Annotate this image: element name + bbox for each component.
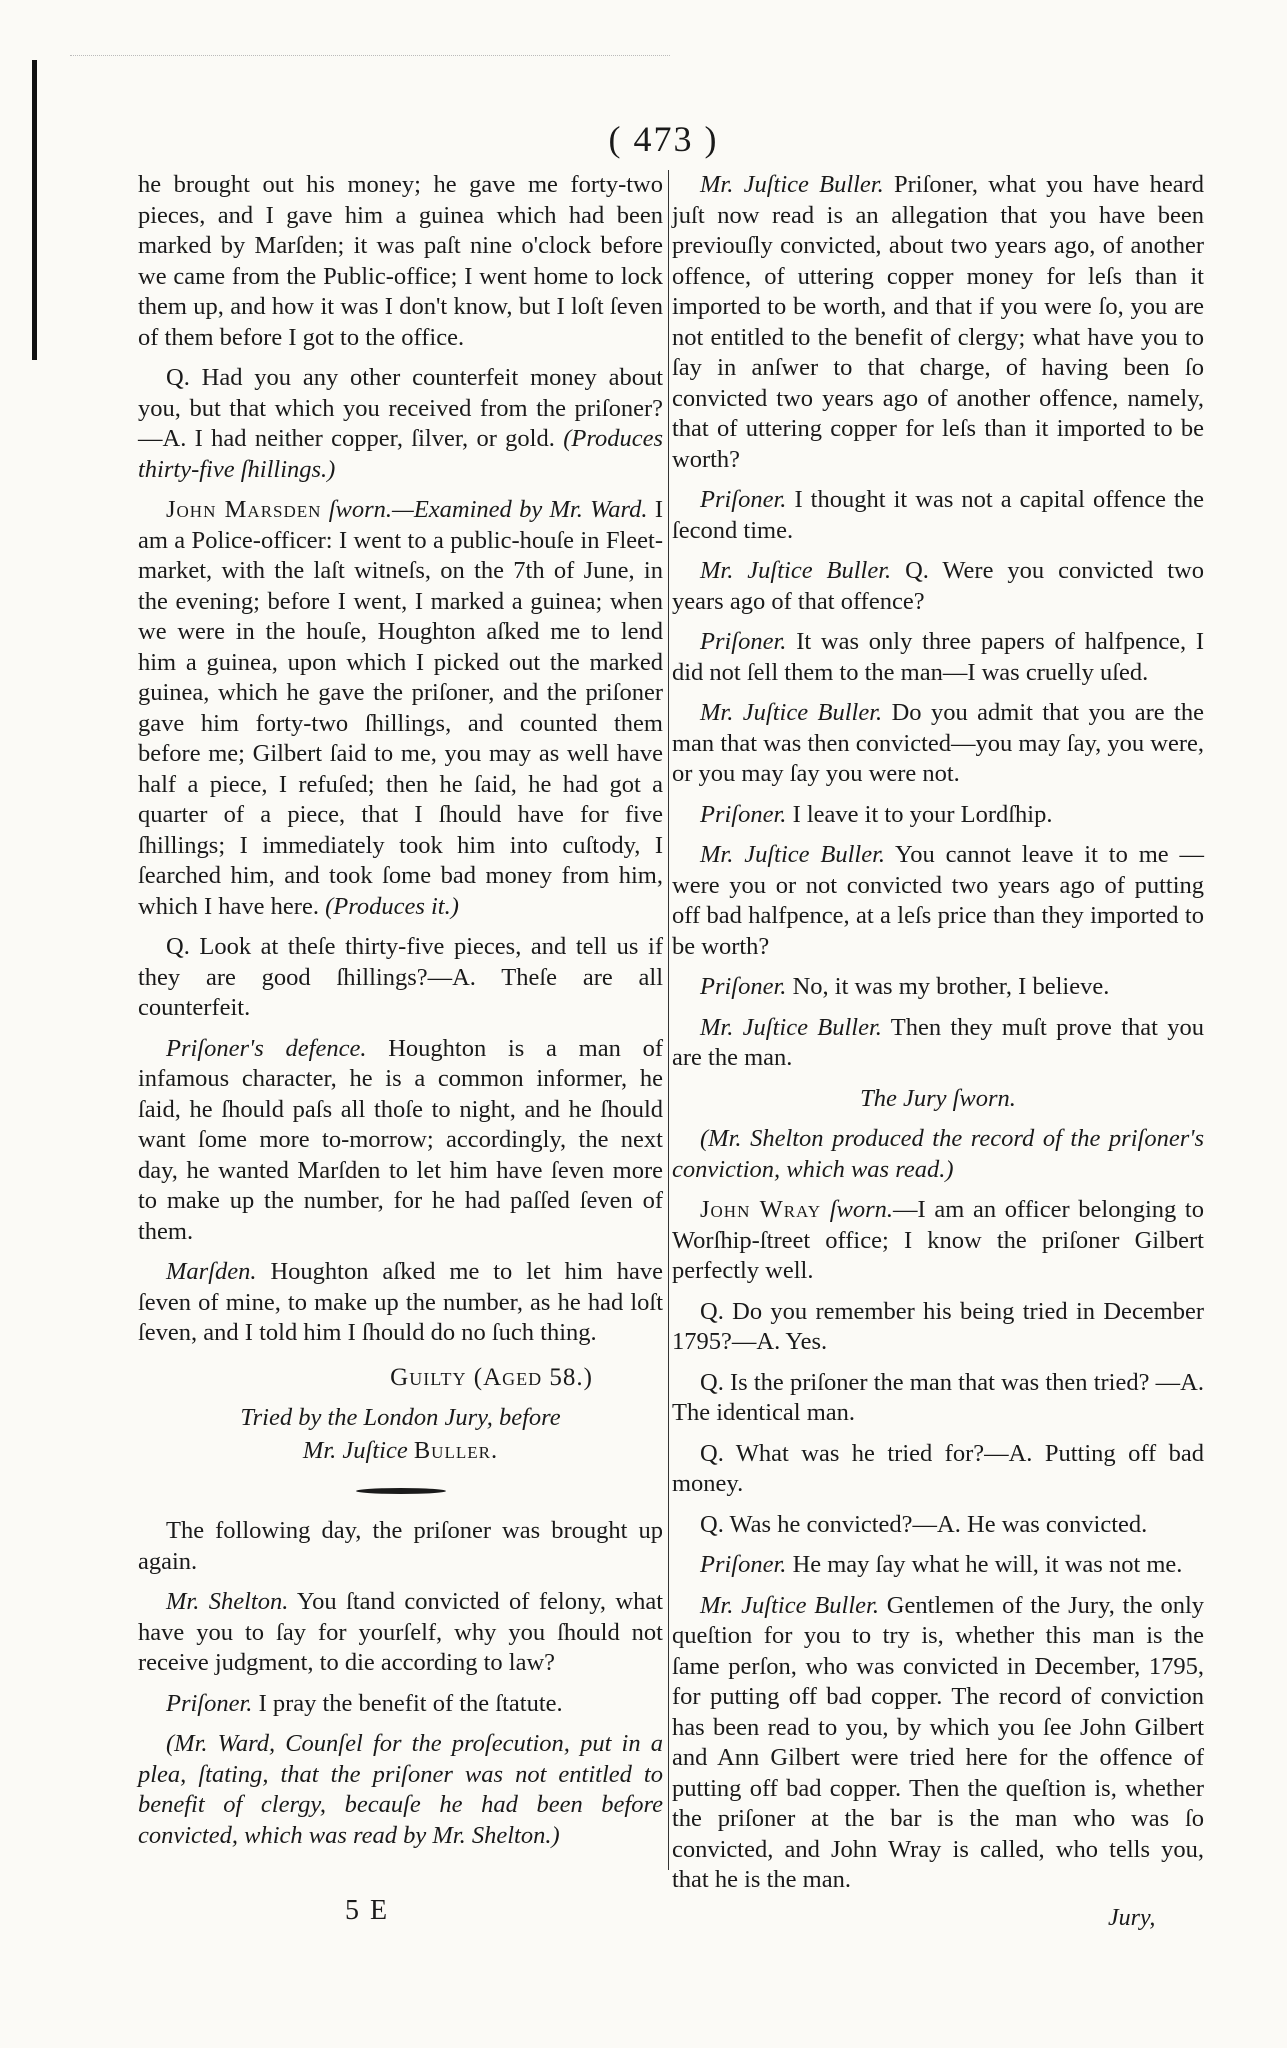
speaker-label: Priſoner. bbox=[700, 628, 787, 655]
catchword: Jury, bbox=[1108, 1905, 1156, 1931]
speech-text: Gentlemen of the Jury, the only queſtion for you to try is, whether this man is the ſame perſon, who was convicted in December, 1795, for putting off bad copper. The record of conviction has been read to you, by which you ſee John Gilbert and Ann Gilbert were tried here for the offence of putting off bad copper. Then the queſtion is, whether the priſoner at the bar is the man who was ſo convicted, and John Wray is called, who tells you, that he is the man. bbox=[672, 1591, 1205, 1893]
judge-line bbox=[138, 1436, 663, 1467]
question-text: Q. Had you any other counterfeit money about you, but that which you received from the priſoner?—A. I had neither copper, ſilver, or gold. bbox=[138, 364, 663, 452]
page-top-edge bbox=[70, 55, 670, 62]
jury-sworn: The Jury ſworn. bbox=[860, 1084, 1016, 1112]
speaker-label: Marſden. bbox=[166, 1258, 257, 1285]
tried-line: Tried by the London Jury, before bbox=[240, 1404, 561, 1431]
paragraph-question: Q. Look at theſe thirty-five pieces, and tell us if they are good ſhillings?—A. Theſe are all counterfeit. bbox=[138, 933, 663, 1021]
speech-text: He may ſay what he will, it was not me. bbox=[786, 1551, 1183, 1578]
speaker-label: Mr. Shelton. bbox=[166, 1588, 289, 1615]
paragraph-question bbox=[138, 363, 663, 485]
paragraph-buller bbox=[672, 698, 1204, 790]
paragraph-buller bbox=[672, 1013, 1204, 1074]
paragraph-following-day: The following day, the priſoner was brought up again. bbox=[138, 1517, 663, 1575]
left-column bbox=[138, 170, 663, 1861]
paragraph-prisoner bbox=[672, 800, 1204, 831]
speaker-label: Priſoner. bbox=[700, 973, 787, 1000]
verdict: Guilty (Aged 58.) bbox=[390, 1363, 593, 1391]
paragraph-prisoner bbox=[672, 627, 1204, 688]
speech-text: No, it was my brother, I believe. bbox=[786, 973, 1110, 1000]
paragraph-buller-charge bbox=[672, 1591, 1204, 1896]
speaker-label: Mr. Juſtice Buller. bbox=[700, 699, 883, 726]
speech-text: Do you admit that you are the man that was then convicted—you may ſay, you were, or you may ſay you were not. bbox=[672, 699, 1204, 787]
testimony-text: I am a Police-officer: I went to a public-houſe in Fleet-market, with the laſt witneſs, on the 7th of June, in the evening; before I went, I marked a guinea; when we were in the houſe, Houghton aſked me to lend him a guinea, upon which I picked out the marked guinea, which he gave the priſoner, and the priſoner gave him forty-two ſhillings, and counted them before me; Gilbert ſaid to me, you may as well have half a piece, I refuſed; then he ſaid, he had got a quarter of a piece, that I ſhould have for five ſhillings; I immediately took him into cuſtody, I ſearched him, and took ſome bad money from him, which I have here. bbox=[138, 496, 663, 920]
speech-text: Then they muſt prove that you are the man. bbox=[672, 1013, 1204, 1071]
paragraph-continuation: he brought out his money; he gave me forty-two pieces, and I gave him a guinea which had been marked by Marſden; it was paſt nine o'clock before we came from the Public-office; I went home to lock them up, and how it was I don't know, but I loſt ſeven of them before I got to the office. bbox=[138, 171, 663, 351]
speaker-label: Mr. Juſtice Buller. bbox=[700, 1013, 882, 1041]
paragraph-question: Q. Was he convicted?—A. He was convicted. bbox=[700, 1510, 1148, 1538]
paragraph-shelton bbox=[138, 1587, 663, 1679]
paragraph-prisoner bbox=[672, 485, 1204, 546]
binding-edge-line bbox=[32, 60, 37, 360]
sworn-note: ſworn.—Examined by Mr. Ward. bbox=[321, 496, 648, 523]
paragraph-prisoner bbox=[672, 1550, 1204, 1581]
speaker-label: Priſoner. bbox=[700, 800, 787, 828]
paragraph-record-note: (Mr. Shelton produced the record of the priſoner's conviction, which was read.) bbox=[672, 1125, 1204, 1183]
paragraph-prisoner bbox=[138, 1689, 663, 1720]
paragraph-plea-note: (Mr. Ward, Counſel for the proſecution, put in a plea, ſtating, that the priſoner was not entitled to benefit of clergy, becauſe he had been before convicted, which was read by Mr. Shelton.) bbox=[138, 1730, 663, 1849]
speaker-label: Priſoner. bbox=[166, 1689, 253, 1717]
speech-text: Houghton aſked me to let him have ſeven of mine, to make up the number, as he had loſt ſeven, and I told him I ſhould do no ſuch thing. bbox=[138, 1258, 663, 1346]
paragraph-witness-marsden bbox=[138, 495, 663, 922]
paragraph-prisoner bbox=[672, 972, 1204, 1003]
paragraph-question: Q. Is the priſoner the man that was then tried? —A. The identical man. bbox=[672, 1368, 1204, 1426]
column-divider bbox=[668, 170, 669, 1870]
witness-name: John Marsden bbox=[166, 496, 322, 523]
speaker-label: Mr. Juſtice Buller. bbox=[700, 841, 886, 868]
speech-text: Priſoner, what you have heard juſt now read is an allegation that you have been previouſly convicted, about two years ago, of another offence, of uttering copper money for leſs than it imported to be worth, and that if you were ſo, you are not entitled to the benefit of clergy; what have you to ſay in anſwer to that charge, of having been ſo convicted two years ago of another offence, namely, that of uttering copper for leſs than it imported to be worth? bbox=[672, 171, 1204, 473]
speech-text: I leave it to your Lordſhip. bbox=[786, 800, 1053, 828]
paragraph-buller bbox=[672, 170, 1204, 475]
page-number: ( 473 ) bbox=[608, 119, 719, 159]
speaker-label: Priſoner. bbox=[700, 1551, 787, 1578]
paragraph-question: Q. Do you remember his being tried in December 1795?—A. Yes. bbox=[672, 1297, 1204, 1355]
speech-text: It was only three papers of halfpence, I did not ſell them to the man—I was cruelly uſed. bbox=[672, 628, 1204, 686]
speech-text: I pray the benefit of the ſtatute. bbox=[252, 1689, 563, 1717]
speech-text: You ſtand convicted of felony, what have you to ſay for yourſelf, why you ſhould not receive judgment, to die according to law? bbox=[138, 1588, 663, 1676]
speech-text: You cannot leave it to me —were you or not convicted two years ago of putting off bad halfpence, at a leſs price than they imported to be worth? bbox=[672, 841, 1205, 960]
speaker-label: Priſoner. bbox=[700, 486, 787, 513]
sworn-note: ſworn. bbox=[821, 1196, 894, 1223]
speech-text: I thought it was not a capital offence the ſecond time. bbox=[672, 486, 1204, 544]
paragraph-witness-wray bbox=[672, 1195, 1204, 1287]
paragraph-buller bbox=[672, 556, 1204, 617]
speaker-label: Priſoner's defence. bbox=[166, 1034, 367, 1062]
signature-mark: 5 E bbox=[345, 1895, 390, 1926]
judge-name: Buller. bbox=[413, 1436, 499, 1464]
section-rule bbox=[356, 1488, 446, 1494]
speaker-label: Mr. Juſtice Buller. bbox=[700, 171, 884, 198]
witness-name: John Wray bbox=[700, 1196, 822, 1223]
paragraph-question: Q. What was he tried for?—A. Putting off bad money. bbox=[672, 1439, 1204, 1497]
right-column bbox=[672, 170, 1204, 1906]
speaker-label: Mr. Juſtice Buller. bbox=[700, 557, 892, 584]
testimony-text: —I am an officer belonging to Worſhip-ſtreet office; I know the priſoner Gilbert perfectly well. bbox=[672, 1196, 1204, 1284]
speech-text: Q. Were you convicted two years ago of that offence? bbox=[672, 557, 1204, 615]
speaker-label: Mr. Juſtice Buller. bbox=[700, 1591, 879, 1619]
stage-note: (Produces thirty-five ſhillings.) bbox=[138, 425, 663, 483]
speech-text: Houghton is a man of infamous character, he is a common informer, he ſaid, he ſhould paſs all thoſe to night, and he ſhould want ſome more to-morrow; accordingly, the next day, he wanted Marſden to let him have ſeven more to make up the number, for he had paſſed ſeven of them. bbox=[138, 1034, 663, 1245]
stage-note: (Produces it.) bbox=[318, 892, 459, 920]
paragraph-buller bbox=[672, 840, 1204, 962]
paragraph-marsden bbox=[138, 1257, 663, 1349]
judge-title: Mr. Juſtice bbox=[302, 1436, 414, 1464]
paragraph-defence bbox=[138, 1034, 663, 1248]
